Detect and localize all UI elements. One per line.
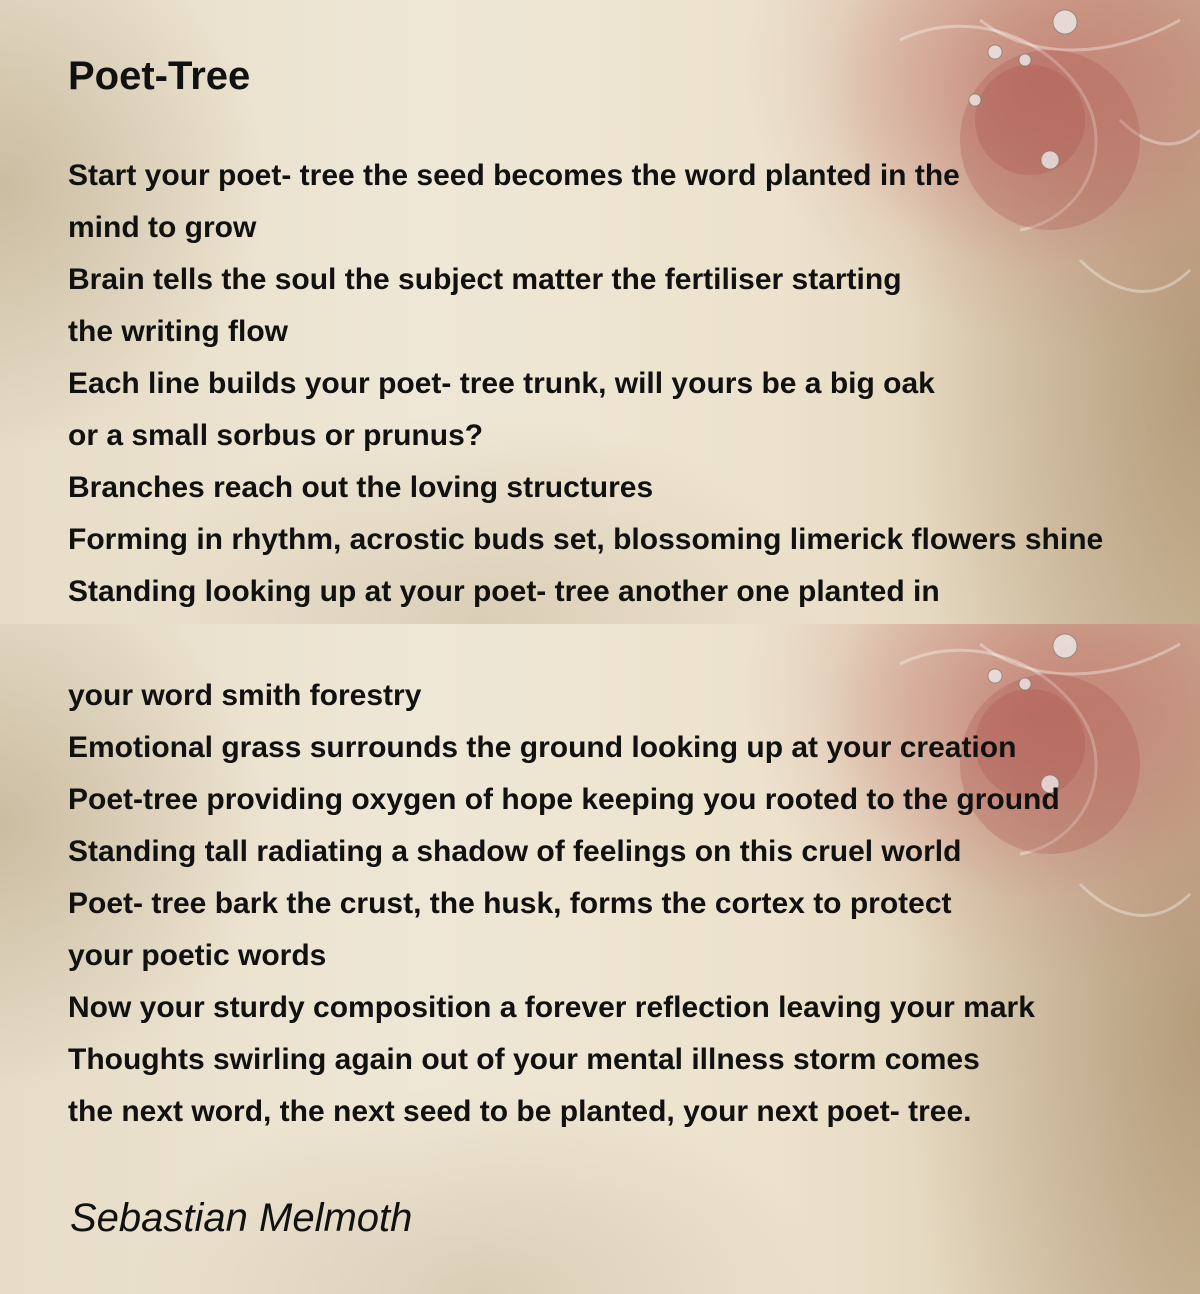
poem-line: Standing looking up at your poet- tree another one planted in bbox=[68, 575, 940, 608]
poem-line: mind to grow bbox=[68, 211, 257, 244]
poem-line: Emotional grass surrounds the ground looking up at your creation bbox=[68, 731, 1017, 764]
poem-line: Each line builds your poet- tree trunk, will yours be a big oak bbox=[68, 367, 935, 400]
poem-line: Now your sturdy composition a forever reflection leaving your mark bbox=[68, 991, 1035, 1024]
poem-line: Standing tall radiating a shadow of feelings on this cruel world bbox=[68, 835, 962, 868]
poem-line: Start your poet- tree the seed becomes the word planted in the bbox=[68, 159, 960, 192]
poem-lines-part2 bbox=[68, 670, 1060, 1138]
poem-lines-part1 bbox=[68, 150, 1103, 618]
poem-line: or a small sorbus or prunus? bbox=[68, 419, 484, 452]
poem-line: Branches reach out the loving structures bbox=[68, 471, 654, 504]
poem-author: Sebastian Melmoth bbox=[70, 1196, 413, 1240]
poem-line: Poet-tree providing oxygen of hope keeping you rooted to the ground bbox=[68, 783, 1060, 816]
poem-line: your poetic words bbox=[68, 939, 327, 972]
poem-panel-top bbox=[0, 0, 1200, 624]
poem-line: Brain tells the soul the subject matter the fertiliser starting bbox=[68, 263, 902, 296]
poem-title: Poet-Tree bbox=[68, 54, 251, 98]
poem-panel-bottom bbox=[0, 624, 1200, 1294]
poem-line: Poet- tree bark the crust, the husk, forms the cortex to protect bbox=[68, 887, 952, 920]
poem-line: the writing flow bbox=[68, 315, 288, 348]
poem-line: Forming in rhythm, acrostic buds set, blossoming limerick flowers shine bbox=[68, 523, 1104, 556]
poem-line: the next word, the next seed to be planted, your next poet- tree. bbox=[68, 1095, 972, 1128]
poem-line: your word smith forestry bbox=[68, 679, 422, 712]
poem-line: Thoughts swirling again out of your mental illness storm comes bbox=[68, 1043, 980, 1076]
